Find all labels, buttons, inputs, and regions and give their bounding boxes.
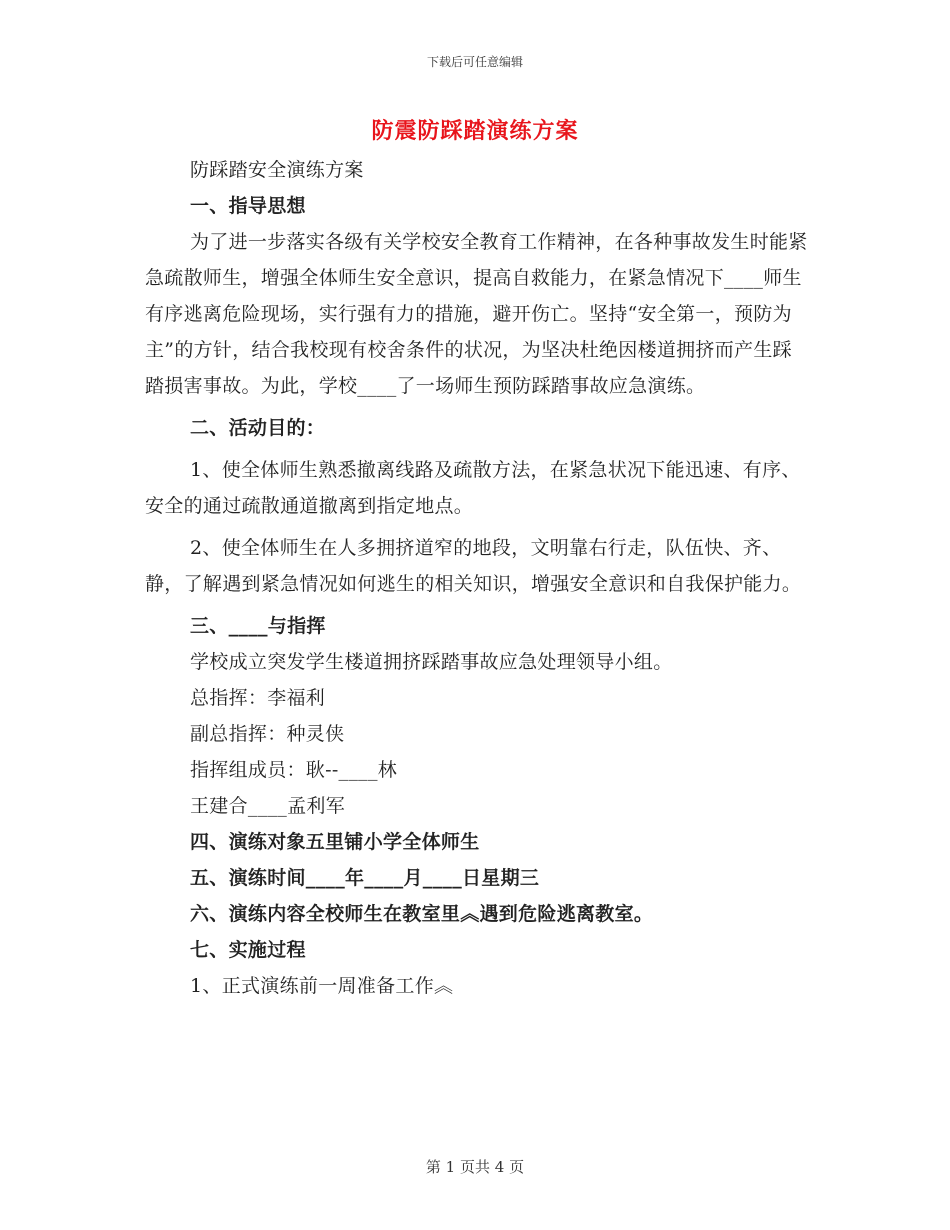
section-heading-implementation: 七、实施过程 bbox=[190, 939, 306, 961]
body-paragraph: 2、使全体师生在人多拥挤道窄的地段，文明靠右行走，队伍快、齐、静，了解遇到紧急情况如何逃生的相关知识，增强安全意识和自我保护能力。 bbox=[145, 537, 802, 595]
section-heading-organization: 三、____与指挥 bbox=[190, 615, 326, 637]
body-paragraph: 学校成立突发学生楼道拥挤踩踏事故应急处理领导小组。 bbox=[190, 651, 673, 673]
subtitle-paragraph: 防踩踏安全演练方案 bbox=[190, 159, 364, 181]
body-paragraph: 为了进一步落实各级有关学校安全教育工作精神，在各种事故发生时能紧急疏散师生，增强全体师生安全意识，提高自救能力，在紧急情况下____师生有序逃离危险现场，实行强有力的措施，避开伤亡。坚持“安全第一，预防为主”的方针，结合我校现有校舍条件的状况，为坚决杜绝因楼道拥挤而产生踩踏损害事故。为此，学校____了一场师生预防踩踏事故应急演练。 bbox=[145, 231, 808, 397]
body-paragraph: 1、使全体师生熟悉撤离线路及疏散方法，在紧急状况下能迅速、有序、安全的通过疏散通道撤离到指定地点。 bbox=[145, 459, 801, 517]
page-footer: 第 1 页共 4 页 bbox=[425, 1158, 525, 1176]
section-heading-drill-content: 六、演练内容全校师生在教室里︽遇到危险逃离教室。 bbox=[190, 903, 654, 925]
section-heading-activity-purpose: 二、活动目的： bbox=[190, 417, 326, 439]
command-members-line-2: 王建合____孟利军 bbox=[190, 795, 346, 817]
section-heading-guiding-ideology: 一、指导思想 bbox=[190, 195, 306, 217]
document-body bbox=[145, 152, 810, 1004]
command-members-line: 指挥组成员：耿--____林 bbox=[190, 759, 398, 781]
page-header: 下载后可任意编辑 bbox=[426, 55, 523, 69]
deputy-commander-line: 副总指挥：种灵侠 bbox=[190, 723, 345, 745]
body-paragraph: 1、正式演练前一周准备工作︽ bbox=[190, 975, 454, 997]
section-heading-drill-time: 五、演练时间____年____月____日星期三 bbox=[190, 867, 540, 889]
document-title: 防震防踩踏演练方案 bbox=[371, 118, 579, 144]
commander-line: 总指挥：李福利 bbox=[190, 687, 326, 709]
section-heading-drill-target: 四、演练对象五里铺小学全体师生 bbox=[190, 831, 480, 853]
